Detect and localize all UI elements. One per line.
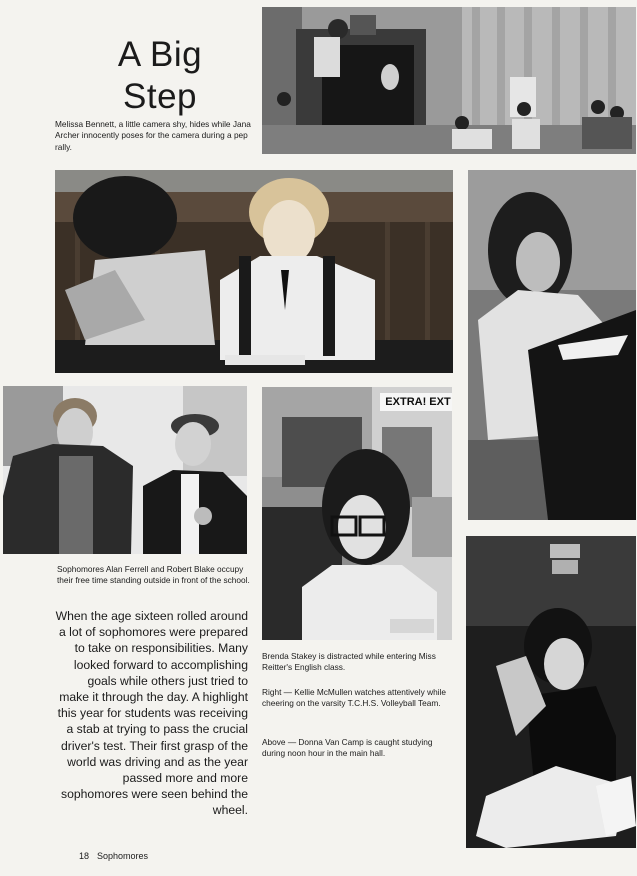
- photo-alan-robert: [3, 386, 247, 554]
- page-number: 18: [79, 851, 90, 861]
- photo-melissa-jana: [55, 170, 453, 373]
- photo-kellie-mcmullen: [466, 536, 636, 848]
- caption-brenda: Brenda Stakey is distracted while entering Miss Reitter's English class.: [262, 651, 436, 673]
- page-folio: [79, 851, 156, 861]
- caption-right-kellie: Right — Kellie McMullen watches attentively while cheering on the varsity T.C.H.S. Volleyball Team.: [262, 687, 446, 709]
- caption-alan-robert: Sophomores Alan Ferrell and Robert Blake occupy their free time standing outside in front of the school.: [57, 564, 250, 586]
- photo-brenda-stakey: [262, 387, 452, 640]
- caption-pep-rally: Melissa Bennett, a little camera shy, hides while Jana Archer innocently poses for the camera during a pep rally.: [55, 119, 251, 152]
- title-line-1: A Big: [117, 35, 203, 74]
- photo-donna-van-camp: [468, 170, 636, 520]
- title-line-2: Step: [123, 77, 197, 116]
- page-title: [95, 34, 225, 118]
- article-body: When the age sixteen rolled around a lot of sophomores were prepared to take on responsibilities. Many looked forward to accomplishing goals while others just tried to make it through the day. A highlight this year for students was receiving a stab at trying to pass the crucial driver's test. Their first grasp of the world was driving and as the year passed more and more sophomores were seen behind the wheel.: [55, 609, 248, 818]
- photo-pep-rally: [262, 7, 636, 154]
- section-name: Sophomores: [97, 851, 149, 861]
- caption-above-donna: Above — Donna Van Camp is caught studying during noon hour in the main hall.: [262, 737, 433, 759]
- extra-sign: EXTRA! EXT: [380, 393, 452, 411]
